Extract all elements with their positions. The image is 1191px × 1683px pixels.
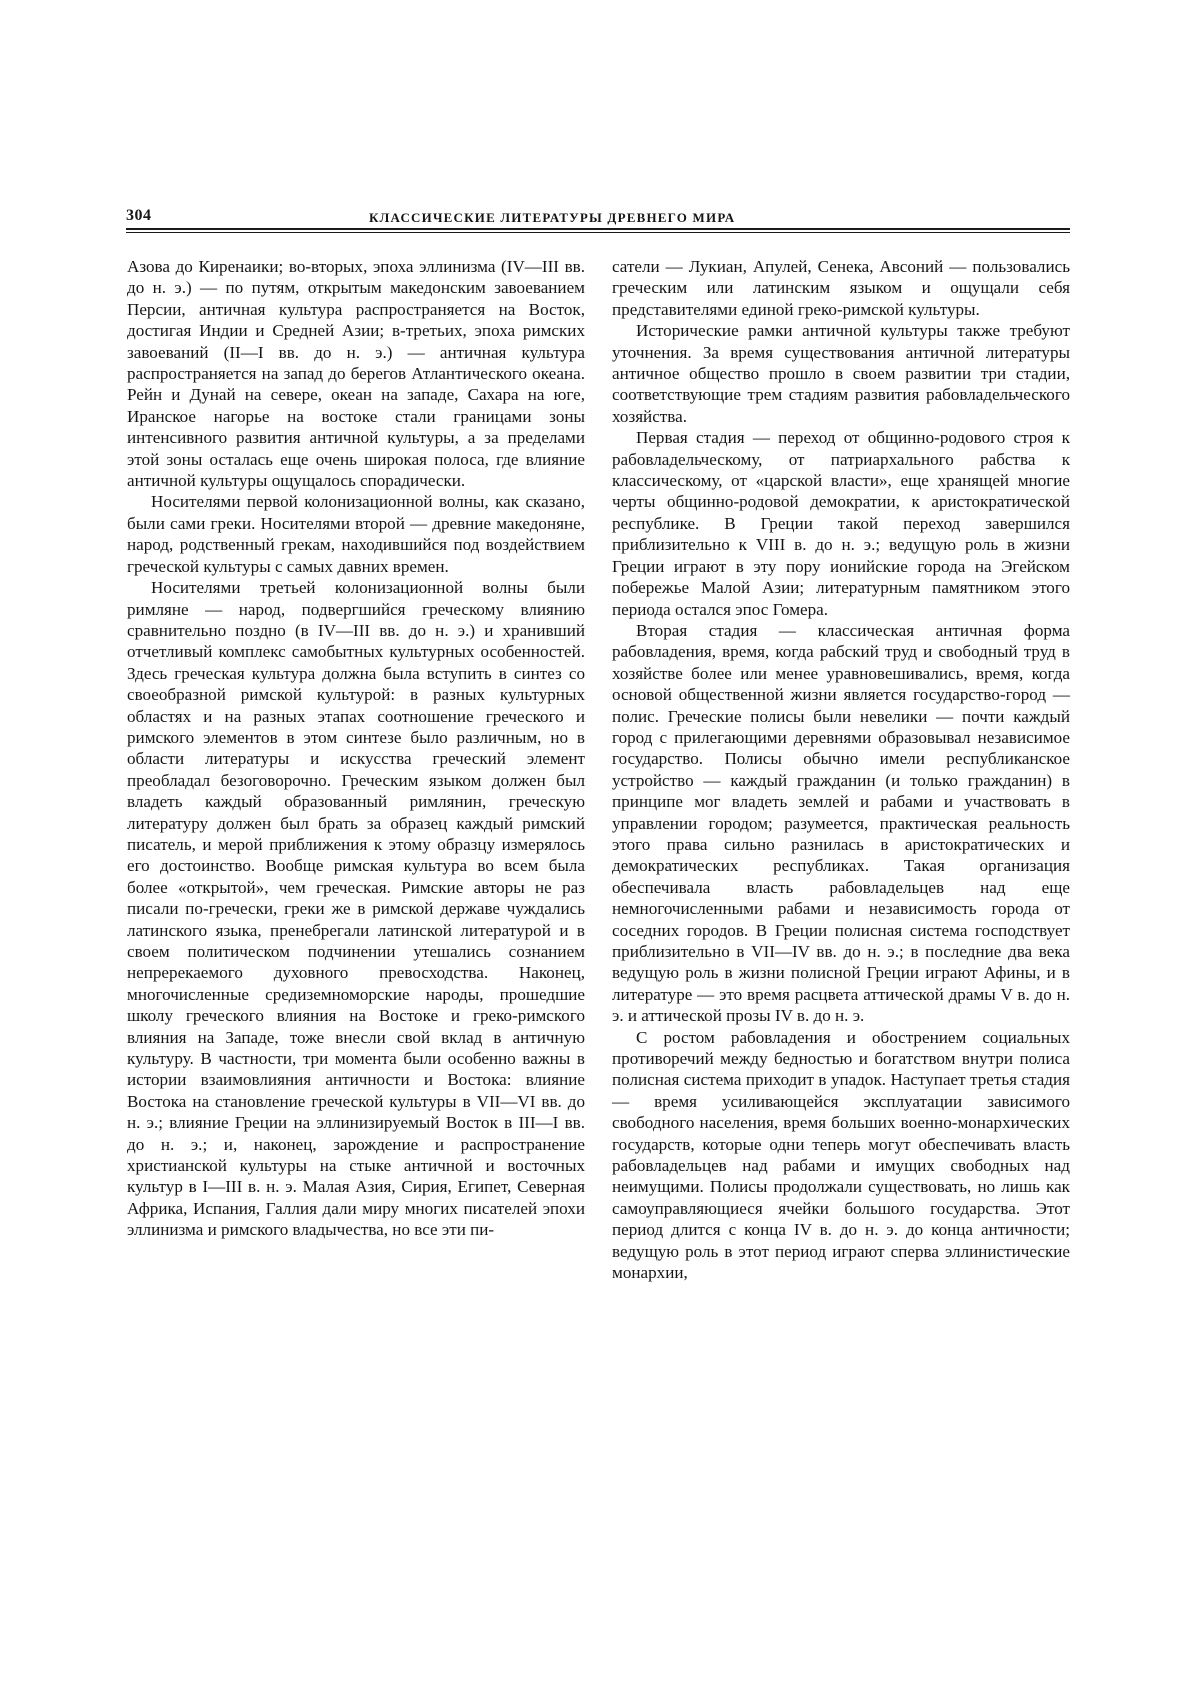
paragraph: Носителями третьей колонизационной волны были римляне — народ, подвергшийся греческому влиянию сравнительно поздно (в IV—III вв. до н. э.) и хранивший отчетливый комплекс самобытных культурных особенностей. Здесь греческая культура должна была вступить в синтез со своеобразной римской культурой: в разных культурных областях и на разных этапах соотношение греческого и римского элементов в этом синтезе было различным, но в области литературы и искусства греческий элемент преобладал безоговорочно. Греческим языком должен был владеть каждый образованный римлянин, греческую литературу должен был брать за образец каждый римский писатель, и мерой приближения к этому образцу измерялось его достоинство. Вообще римская культура во всем была более «открытой», чем греческая. Римские авторы не раз писали по-гречески, греки же в римской державе чуждались латинского языка, пренебрегали латинской литературой и в своем политическом подчинении утешались сознанием непререкаемого духовного превосходства. Наконец, многочисленные средиземноморские народы, прошедшие школу греческого влияния на Востоке и греко-римского влияния на Западе, тоже внесли свой вклад в античную культуру. В частности, три момента были особенно важны в истории взаимовлияния античности и Востока: влияние Востока на становление греческой культуры в VII—VI вв. до н. э.; влияние Греции на эллинизируемый Восток в III—I вв. до н. э.; и, наконец, зарождение и распространение христианской культуры на стыке античной и восточных культур в I—III в. н. э. Малая Азия, Сирия, Египет, Северная Африка, Испания, Галлия дали миру многих писателей эпохи эллинизма и римского владычества, но все эти пи- [127,578,585,1240]
paragraph: сатели — Лукиан, Апулей, Сенека, Авсоний — пользовались греческим или латинским языком и ощущали себя представителями единой греко-римской культуры. [612,257,1070,319]
paragraph: С ростом рабовладения и обострением социальных противоречий между бедностью и богатством внутри полиса полисная система приходит в упадок. Наступает третья стадия — время усиливающейся эксплуатации зависимого свободного населения, время больших военно-монархических государств, которые одни теперь могут обеспечивать власть рабовладельцев над рабами и имущих свободных над неимущими. Полисы продолжали существовать, но лишь как самоуправляющиеся ячейки большого государства. Этот период длится с конца IV в. до н. э. до конца античности; ведущую роль в этот период играют сперва эллинистические монархии, [612,1027,1070,1283]
running-title: КЛАССИЧЕСКИЕ ЛИТЕРАТУРЫ ДРЕВНЕГО МИРА [369,210,736,225]
header-rule-thin [126,232,1070,233]
left-column [127,256,585,1241]
paragraph: Азова до Киренаики; во-вторых, эпоха эллинизма (IV—III вв. до н. э.) — по путям, открытым македонским завоеванием Персии, античная культура распространяется на Восток, достигая Индии и Средней Азии; в-третьих, эпоха римских завоеваний (II—I вв. до н. э.) — античная культура распространяется на запад до берегов Атлантического океана. Рейн и Дунай на севере, океан на западе, Сахара на юге, Иранское нагорье на востоке стали границами зоны интенсивного развития античной культуры, а за пределами этой зоны осталась еще очень широкая полоса, где влияние античной культуры ощущалось спорадически. [127,257,585,491]
paragraph: Носителями первой колонизационной волны, как сказано, были сами греки. Носителями второй — древние македоняне, народ, родственный грекам, находившийся под воздействием греческой культуры с самых давних времен. [127,492,585,576]
paragraph: Первая стадия — переход от общинно-родового строя к рабовладельческому, от патриархального рабства к классическому, от «царской власти», еще хранящей многие черты общинно-родовой демократии, к аристократической республике. В Греции такой переход завершился приблизительно к VIII в. до н. э.; ведущую роль в жизни Греции играют в эту пору ионийские города на Эгейском побережье Малой Азии; литературным памятником этого периода остался эпос Гомера. [612,428,1070,619]
page-number: 304 [126,207,152,224]
header-rule-thick [126,228,1070,230]
paragraph: Исторические рамки античной культуры также требуют уточнения. За время существования античной литературы античное общество прошло в своем развитии три стадии, соответствующие трем стадиям развития рабовладельческого хозяйства. [612,321,1070,426]
paragraph: Вторая стадия — классическая античная форма рабовладения, время, когда рабский труд и свободный труд в хозяйстве более или менее уравновешивались, время, когда основой общественной жизни является государство-город — полис. Греческие полисы были невелики — почти каждый город с прилегающими деревнями образовывал независимое государство. Полисы обычно имели республиканское устройство — каждый гражданин (и только гражданин) в принципе мог владеть землей и рабами и участвовать в управлении городом; разумеется, практическая реальность этого права сильно разнилась в аристократических и демократических республиках. Такая организация обеспечивала власть рабовладельцев над еще немногочисленными рабами и независимость города от соседних городов. В Греции полисная система господствует приблизительно в VII—IV вв. до н. э.; в последние два века ведущую роль в жизни полисной Греции играют Афины, и в литературе — это время расцвета аттической драмы V в. до н. э. и аттической прозы IV в. до н. э. [612,620,1070,1026]
right-column [612,256,1070,1284]
